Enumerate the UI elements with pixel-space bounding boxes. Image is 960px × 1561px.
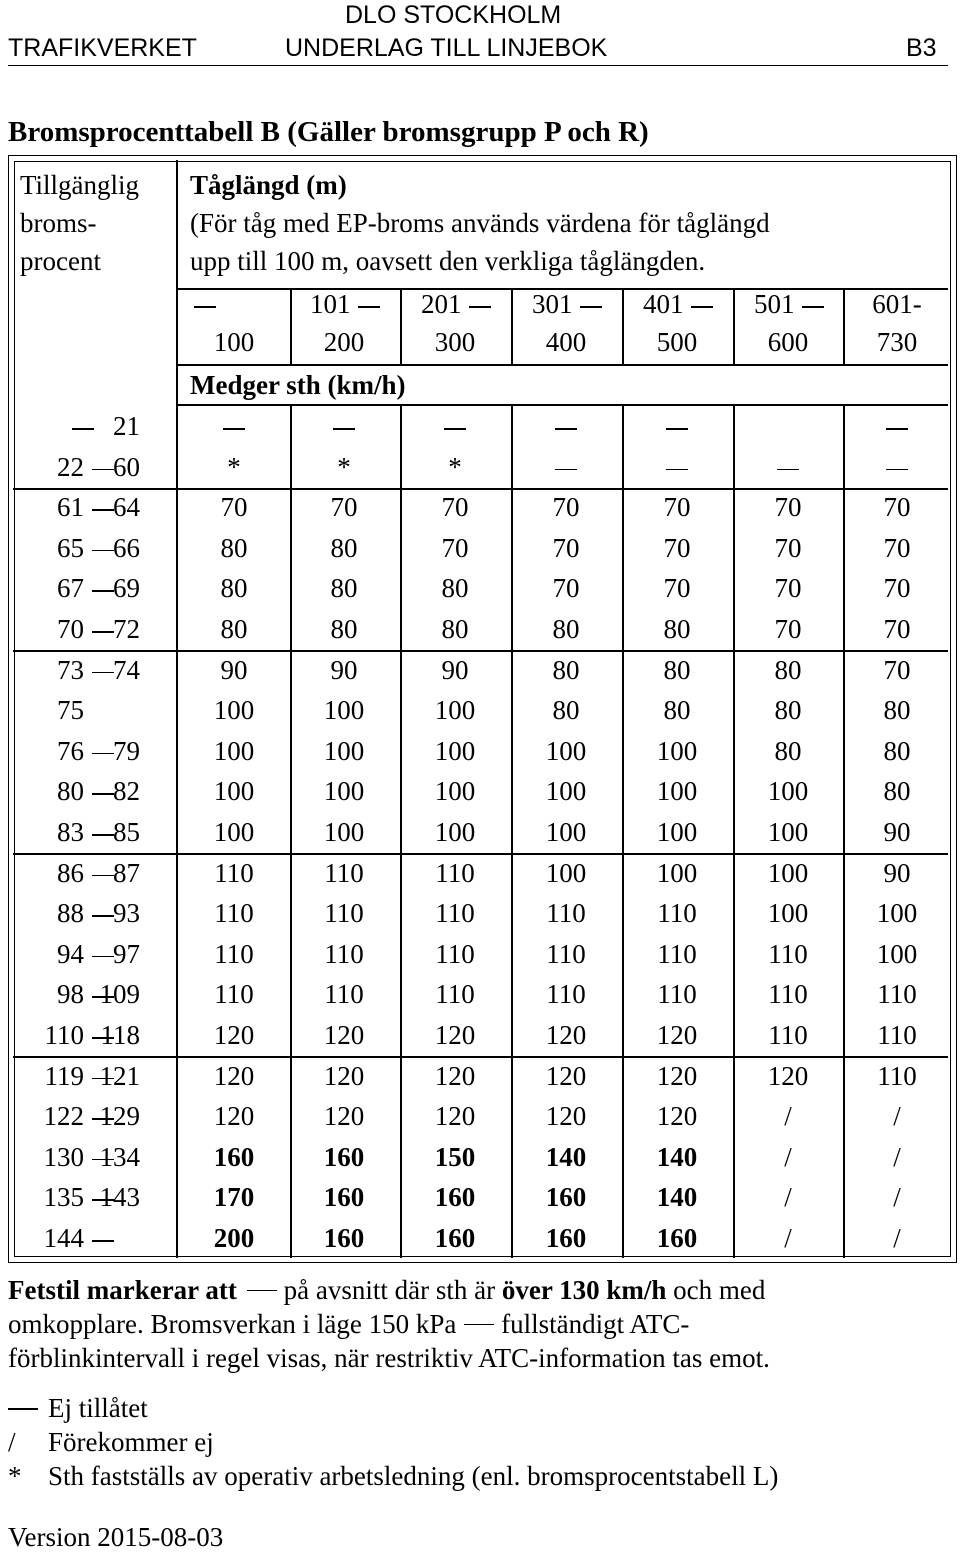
table-cell: 100 [434, 776, 476, 807]
table-cell: 90 [441, 654, 469, 685]
row-range-from: 98 [57, 979, 84, 1010]
table-cell: 200 [213, 1223, 255, 1253]
table-cell: / [893, 1101, 901, 1132]
table-cell: 80 [552, 614, 580, 644]
table-cell: 70 [774, 532, 802, 563]
table-cell: 110 [768, 979, 808, 1010]
column-range-dash [358, 306, 380, 308]
table-cell: * [227, 451, 241, 482]
table-cell: * [448, 451, 462, 482]
table-cell: 70 [663, 532, 691, 563]
row-range-dash [92, 590, 114, 592]
table-cell: / [784, 1223, 792, 1253]
table-cell: 110 [435, 898, 475, 929]
row-range-to: 93 [113, 898, 140, 929]
header-center: UNDERLAG TILL LINJEBOK [285, 34, 608, 62]
footnote-plain-a: på avsnitt där sth är [276, 1275, 502, 1305]
cell-not-allowed [886, 469, 908, 471]
table-cell: 110 [657, 938, 697, 969]
row-range-from: 61 [57, 492, 84, 523]
table-cell: 110 [324, 898, 364, 929]
column-range-from: 601- [872, 289, 922, 319]
table-cell: 100 [656, 817, 698, 847]
cell-not-allowed [555, 469, 577, 471]
table-cell: 70 [883, 654, 911, 685]
footnote-dash-1 [247, 1290, 277, 1292]
header-rule [8, 65, 948, 66]
cell-not-allowed [333, 428, 355, 430]
column-range-to: 600 [767, 327, 809, 357]
page-title: Bromsprocenttabell B (Gäller bromsgrupp P och R) [8, 116, 649, 148]
table-cell: 100 [656, 776, 698, 807]
table-cell: 110 [214, 898, 254, 929]
table-inner-frame [14, 161, 951, 1257]
table-cell: 80 [330, 614, 358, 644]
table-cell: 120 [767, 1060, 809, 1091]
org-name: DLO STOCKHOLM [345, 1, 562, 29]
table-cell: 160 [434, 1223, 476, 1253]
legend-symbol: * [8, 1461, 22, 1491]
table-cell: 100 [876, 938, 918, 969]
table-cell: 100 [213, 695, 255, 726]
table-cell: / [893, 1182, 901, 1213]
row-header-label: Tillgänglig [20, 170, 140, 200]
row-range-to: 72 [113, 614, 140, 644]
table-cell: 80 [883, 695, 911, 726]
table-cell: 120 [656, 1020, 698, 1050]
speed-heading-rule [176, 404, 948, 406]
table-cell: 110 [657, 898, 697, 929]
header-rule [176, 288, 948, 290]
table-cell: 160 [323, 1223, 365, 1253]
table-cell: 110 [877, 1020, 917, 1050]
column-range-dash [802, 306, 824, 308]
table-cell: 90 [220, 654, 248, 685]
row-range-from: 86 [57, 857, 84, 888]
table-cell: 110 [546, 898, 586, 929]
table-cell: 80 [220, 614, 248, 644]
row-range-to: 85 [113, 817, 140, 847]
row-range-to: 74 [113, 654, 140, 685]
table-cell: 70 [883, 573, 911, 604]
table-cell: 80 [330, 573, 358, 604]
column-range-from: 301 [532, 289, 573, 319]
row-range-from: 83 [57, 817, 84, 847]
row-range-from: 67 [57, 573, 84, 604]
row-header-separator [176, 160, 178, 1258]
row-range-to: 60 [113, 451, 140, 482]
cell-not-allowed [555, 428, 577, 430]
ep-brake-note: upp till 100 m, oavsett den verkliga tåglängden. [190, 246, 706, 276]
table-cell: 110 [214, 979, 254, 1010]
table-cell: 80 [883, 776, 911, 807]
row-range-to: 134 [99, 1141, 140, 1172]
column-range-from: 501 [754, 289, 795, 319]
row-header-label: procent [20, 246, 101, 276]
table-cell: 100 [767, 817, 809, 847]
table-cell: 110 [214, 857, 254, 888]
table-cell: 100 [767, 776, 809, 807]
table-cell: 120 [213, 1020, 255, 1050]
row-range-dash [92, 631, 114, 633]
table-cell: 110 [768, 1020, 808, 1050]
column-range-dash [469, 306, 491, 308]
column-range-to: 200 [323, 327, 365, 357]
header-right: B3 [906, 34, 937, 62]
column-separator [622, 404, 624, 1258]
table-cell: 80 [663, 654, 691, 685]
table-cell: 100 [213, 776, 255, 807]
table-cell: 70 [663, 492, 691, 523]
table-cell: 150 [434, 1141, 476, 1172]
row-range-dash [92, 753, 114, 755]
column-header-separator [290, 288, 292, 364]
footnote-line-2 [8, 1307, 689, 1341]
table-cell: 110 [324, 857, 364, 888]
table-cell: 110 [214, 938, 254, 969]
column-range-from: 401 [643, 289, 684, 319]
version-label: Version 2015-08-03 [8, 1522, 224, 1552]
table-cell: 80 [220, 532, 248, 563]
row-range-from: 80 [57, 776, 84, 807]
table-cell: 160 [656, 1223, 698, 1253]
cell-not-allowed [666, 428, 688, 430]
table-cell: 110 [435, 857, 475, 888]
header-left: TRAFIKVERKET [8, 34, 197, 62]
table-cell: 110 [546, 979, 586, 1010]
row-range-dash [92, 915, 114, 917]
cell-not-allowed [777, 469, 799, 471]
cell-not-allowed [444, 428, 466, 430]
column-header-separator [622, 288, 624, 364]
row-range-dash [92, 672, 114, 674]
column-header-separator [400, 288, 402, 364]
row-range-from: 135 [43, 1182, 84, 1213]
table-cell: 70 [883, 532, 911, 563]
table-cell: 160 [323, 1141, 365, 1172]
table-cell: 80 [552, 654, 580, 685]
table-cell: 100 [323, 695, 365, 726]
table-cell: 120 [434, 1101, 476, 1132]
table-cell: 110 [768, 938, 808, 969]
table-cell: / [893, 1141, 901, 1172]
row-range-dash [92, 469, 114, 471]
row-range-to: 64 [113, 492, 140, 523]
column-separator [843, 404, 845, 1258]
table-cell: 70 [883, 614, 911, 644]
table-cell: 140 [545, 1141, 587, 1172]
table-cell: 80 [663, 614, 691, 644]
table-cell: 80 [330, 532, 358, 563]
table-cell: / [893, 1223, 901, 1253]
ep-brake-note: (För tåg med EP-broms används värdena för tåglängd [190, 208, 770, 238]
speed-heading: Medger sth (km/h) [190, 370, 406, 400]
table-cell: 70 [774, 614, 802, 644]
row-group-separator [13, 650, 948, 652]
table-cell: 100 [213, 735, 255, 766]
row-range-from: 75 [57, 695, 84, 726]
row-range-to: 66 [113, 532, 140, 563]
table-cell: 100 [323, 735, 365, 766]
cell-not-allowed [223, 428, 245, 430]
table-cell: 100 [323, 817, 365, 847]
row-range-dash [92, 956, 114, 958]
table-cell: 110 [877, 979, 917, 1010]
row-range-to: 109 [99, 979, 140, 1010]
column-range-dash [580, 306, 602, 308]
table-cell: * [337, 451, 351, 482]
row-group-separator [13, 488, 948, 490]
column-range-dash [194, 306, 216, 308]
table-cell: 70 [552, 573, 580, 604]
table-cell: 80 [663, 695, 691, 726]
table-cell: 120 [213, 1060, 255, 1091]
table-cell: 80 [220, 573, 248, 604]
table-cell: 120 [434, 1060, 476, 1091]
table-cell: 90 [883, 817, 911, 847]
table-cell: 70 [552, 492, 580, 523]
table-cell: 110 [546, 938, 586, 969]
table-cell: 120 [545, 1060, 587, 1091]
row-range-dash [92, 834, 114, 836]
footnote-dash-2 [464, 1324, 494, 1326]
table-cell: 110 [435, 979, 475, 1010]
table-cell: 100 [656, 857, 698, 888]
table-cell: 100 [323, 776, 365, 807]
table-cell: 160 [545, 1182, 587, 1213]
table-cell: 100 [434, 735, 476, 766]
table-cell: 100 [656, 735, 698, 766]
column-range-to: 500 [656, 327, 698, 357]
cell-not-allowed [666, 469, 688, 471]
table-cell: 80 [774, 654, 802, 685]
length-heading: Tåglängd (m) [190, 170, 347, 200]
table-cell: 70 [552, 532, 580, 563]
row-range-from: 122 [43, 1101, 84, 1132]
table-cell: 120 [656, 1060, 698, 1091]
table-cell: 100 [213, 817, 255, 847]
table-cell: 160 [323, 1182, 365, 1213]
table-cell: 80 [883, 735, 911, 766]
table-cell: 100 [434, 817, 476, 847]
table-cell: / [784, 1101, 792, 1132]
row-range-from: 88 [57, 898, 84, 929]
table-cell: 80 [552, 695, 580, 726]
column-range-to: 300 [434, 327, 476, 357]
table-cell: 110 [324, 938, 364, 969]
table-cell: 80 [441, 614, 469, 644]
row-range-to: 129 [99, 1101, 140, 1132]
table-cell: / [784, 1182, 792, 1213]
row-range-to: 79 [113, 735, 140, 766]
table-cell: 120 [323, 1101, 365, 1132]
column-range-from: 201 [421, 289, 462, 319]
footnote-line-3: förblinkintervall i regel visas, när restriktiv ATC-information tas emot. [8, 1343, 770, 1373]
table-cell: 70 [441, 532, 469, 563]
legend-text: Förekommer ej [48, 1427, 214, 1457]
column-range-to: 100 [213, 327, 255, 357]
table-cell: 120 [323, 1060, 365, 1091]
footnote-plain-b: och med [666, 1275, 766, 1305]
table-cell: 70 [663, 573, 691, 604]
column-header-separator [843, 288, 845, 364]
row-header-label: broms- [20, 208, 97, 238]
row-range-dash [92, 550, 114, 552]
row-range-to: 21 [113, 411, 140, 441]
row-range-to: 118 [100, 1020, 140, 1050]
table-cell: 120 [545, 1020, 587, 1050]
row-range-from: 76 [57, 735, 84, 766]
row-range-dash [92, 1240, 114, 1242]
table-cell: 110 [877, 1060, 917, 1091]
row-range-from: 94 [57, 938, 84, 969]
table-cell: 110 [435, 938, 475, 969]
row-range-from: 73 [57, 654, 84, 685]
row-range-to: 69 [113, 573, 140, 604]
row-range-dash [92, 875, 114, 877]
row-range-from: 110 [44, 1020, 84, 1050]
row-range-dash [72, 428, 94, 430]
column-separator [733, 404, 735, 1258]
legend-text: Ej tillåtet [48, 1393, 148, 1423]
table-cell: 100 [545, 735, 587, 766]
row-range-dash [92, 509, 114, 511]
table-cell: / [784, 1141, 792, 1172]
table-cell: 100 [434, 695, 476, 726]
legend-symbol [8, 1408, 38, 1410]
table-cell: 160 [545, 1223, 587, 1253]
table-cell: 80 [774, 695, 802, 726]
column-separator [511, 404, 513, 1258]
row-range-to: 97 [113, 938, 140, 969]
column-separator [290, 404, 292, 1258]
column-range-to: 400 [545, 327, 587, 357]
row-range-to: 82 [113, 776, 140, 807]
table-cell: 70 [774, 492, 802, 523]
table-cell: 90 [883, 857, 911, 888]
row-range-from: 144 [43, 1223, 84, 1253]
row-range-to: 143 [99, 1182, 140, 1213]
table-cell: 120 [545, 1101, 587, 1132]
table-cell: 100 [876, 898, 918, 929]
row-group-separator [13, 853, 948, 855]
table-cell: 110 [324, 979, 364, 1010]
row-range-to: 121 [99, 1060, 140, 1091]
table-cell: 120 [656, 1101, 698, 1132]
table-cell: 70 [220, 492, 248, 523]
table-cell: 70 [330, 492, 358, 523]
table-cell: 100 [767, 857, 809, 888]
column-range-to: 730 [876, 327, 918, 357]
table-cell: 120 [323, 1020, 365, 1050]
row-range-dash [92, 793, 114, 795]
footnote-line-2-tail: fullständigt ATC- [494, 1309, 690, 1339]
row-range-from: 130 [43, 1141, 84, 1172]
table-cell: 70 [441, 492, 469, 523]
footnote-bold-a: Fetstil markerar att [8, 1275, 237, 1305]
table-cell: 70 [883, 492, 911, 523]
row-range-from: 22 [57, 451, 84, 482]
table-cell: 160 [434, 1182, 476, 1213]
footnote-line-1 [8, 1273, 765, 1307]
footnote-line-2-text: omkopplare. Bromsverkan i läge 150 kPa [8, 1309, 457, 1339]
cell-not-allowed [886, 428, 908, 430]
table-cell: 100 [545, 857, 587, 888]
row-range-to: 87 [113, 857, 140, 888]
row-group-separator [13, 1056, 948, 1058]
table-cell: 100 [545, 817, 587, 847]
header-rule [176, 364, 948, 366]
footnote-bold-b: över 130 km/h [501, 1275, 667, 1305]
table-cell: 80 [441, 573, 469, 604]
table-cell: 140 [656, 1182, 698, 1213]
legend-symbol: / [8, 1427, 16, 1457]
table-cell: 120 [434, 1020, 476, 1050]
legend-text: Sth fastställs av operativ arbetsledning (enl. bromsprocentstabell L) [48, 1461, 779, 1491]
column-separator [400, 404, 402, 1258]
table-cell: 70 [774, 573, 802, 604]
table-cell: 100 [767, 898, 809, 929]
table-cell: 110 [657, 979, 697, 1010]
table-cell: 80 [774, 735, 802, 766]
table-cell: 120 [213, 1101, 255, 1132]
table-cell: 100 [545, 776, 587, 807]
table-cell: 160 [213, 1141, 255, 1172]
column-header-separator [733, 288, 735, 364]
table-cell: 90 [330, 654, 358, 685]
table-cell: 140 [656, 1141, 698, 1172]
column-range-dash [691, 306, 713, 308]
column-range-from: 101 [310, 289, 351, 319]
table-cell: 170 [213, 1182, 255, 1213]
row-range-from: 119 [44, 1060, 84, 1091]
brake-percentage-table [8, 155, 957, 1263]
row-range-from: 65 [57, 532, 84, 563]
column-header-separator [511, 288, 513, 364]
row-range-from: 70 [57, 614, 84, 644]
